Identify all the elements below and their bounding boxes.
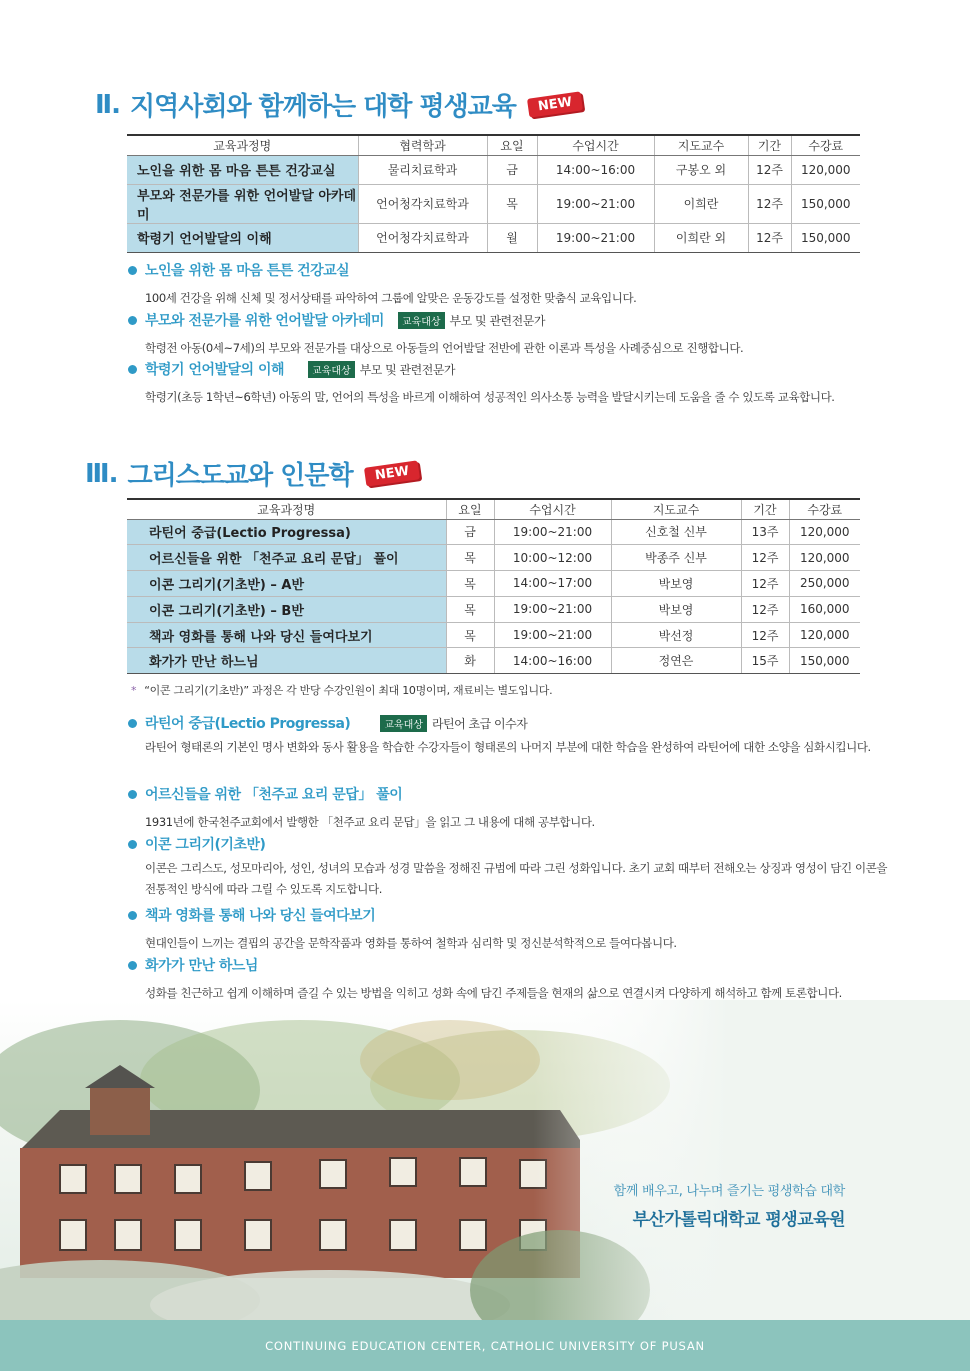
course-name: 이콘 그리기(기초반) – B반 [127,596,446,622]
duration: 12주 [741,622,789,648]
course-description [128,784,888,833]
duration: 12주 [741,545,789,571]
course-description-body: 학령기(초등 1학년~6학년) 아동의 말, 언어의 특성을 바르게 이해하여 성공적인 의사소통 능력을 발달시키는데 도움을 줄 수 있도록 교육합니다. [145,390,835,404]
course-description-body: 1931년에 한국천주교회에서 발행한 「천주교 요리 문답」을 읽고 그 내용에 대해 공부합니다. [145,815,595,829]
day: 목 [446,545,494,571]
fee: 120,000 [789,545,860,571]
course-description [128,310,888,359]
instructor: 이희란 [654,184,748,223]
bullet-icon [128,790,137,799]
table-row [127,223,860,252]
table-row [127,648,860,674]
bullet-icon [128,961,137,970]
instructor: 박종주 신부 [611,545,741,571]
duration: 12주 [748,184,791,223]
course-name: 노인을 위한 몸 마음 튼튼 건강교실 [127,155,358,184]
table-header: 요일 [446,499,494,519]
footnote-text: “이콘 그리기(기초반)” 과정은 각 반당 수강인원이 최대 10명이며, 재료비는 별도입니다. [144,684,553,697]
course-description-title: 부모와 전문가를 위한 언어발달 아카데미 [145,313,384,329]
bullet-icon [128,719,137,728]
day: 목 [446,622,494,648]
table-row [127,545,860,571]
new-badge: NEW [364,460,420,486]
bullet-icon [128,840,137,849]
class-time: 19:00~21:00 [537,184,654,223]
table-header: 수업시간 [494,499,611,519]
department: 언어청각치료학과 [358,184,487,223]
fee: 250,000 [789,571,860,597]
day: 금 [446,519,494,545]
course-description-body: 현대인들이 느끼는 결핍의 공간을 문학작품과 영화를 통하여 철학과 심리학 및 정신분석학적으로 들여다봅니다. [145,936,677,950]
target-tag: 교육대상 [380,715,427,732]
day: 화 [446,648,494,674]
course-description-title: 노인을 위한 몸 마음 튼튼 건강교실 [145,263,350,279]
duration: 12주 [741,596,789,622]
class-time: 14:00~17:00 [494,571,611,597]
table-header: 요일 [487,135,537,155]
department: 언어청각치료학과 [358,223,487,252]
duration: 12주 [748,223,791,252]
footer-bar [0,1320,970,1371]
duration: 12주 [748,155,791,184]
class-time: 19:00~21:00 [494,622,611,648]
fee: 150,000 [791,223,860,252]
course-name: 부모와 전문가를 위한 언어발달 아카데미 [127,184,358,223]
day: 목 [446,571,494,597]
section2-course-table [127,134,860,253]
course-name: 라틴어 중급(Lectio Progressa) [127,519,446,545]
institution-name: 부산가톨릭대학교 평생교육원 [632,1210,845,1230]
day: 목 [487,184,537,223]
course-description [128,260,888,309]
duration: 15주 [741,648,789,674]
slogan-subtitle: 함께 배우고, 나누며 즐기는 평생학습 대학 [613,1184,845,1199]
table-header: 수강료 [789,499,860,519]
course-description [128,713,888,758]
course-name: 이콘 그리기(기초반) – A반 [127,571,446,597]
asterisk-icon: * [131,684,137,697]
instructor: 이희란 외 [654,223,748,252]
course-description [128,359,888,408]
class-time: 19:00~21:00 [537,223,654,252]
table-header: 기간 [748,135,791,155]
course-name: 어르신들을 위한 「천주교 요리 문답」 풀이 [127,545,446,571]
class-time: 14:00~16:00 [537,155,654,184]
day: 월 [487,223,537,252]
course-description-title: 라틴어 중급(Lectio Progressa) [145,716,351,732]
table-row [127,596,860,622]
bullet-icon [128,266,137,275]
section3-heading: 그리스도교와 인문학 [127,461,353,491]
table-header: 교육과정명 [127,135,358,155]
table-footnote [131,682,552,698]
fee: 160,000 [789,596,860,622]
instructor: 구봉오 외 [654,155,748,184]
duration: 12주 [741,571,789,597]
course-description-body: 100세 건강을 위해 신체 및 정서상태를 파악하여 그룹에 알맞은 운동강도를 설정한 맞춤식 교육입니다. [145,291,637,305]
instructor: 정연은 [611,648,741,674]
table-row [127,571,860,597]
class-time: 19:00~21:00 [494,519,611,545]
fee: 120,000 [789,622,860,648]
instructor: 박보영 [611,596,741,622]
instructor: 박보영 [611,571,741,597]
table-header: 기간 [741,499,789,519]
course-description-title: 책과 영화를 통해 나와 당신 들여다보기 [145,908,376,924]
table-header: 협력학과 [358,135,487,155]
table-row [127,155,860,184]
course-description [128,834,888,900]
course-name: 학령기 언어발달의 이해 [127,223,358,252]
section2-number: Ⅱ. [95,89,121,120]
target-tag: 교육대상 [398,312,445,329]
slogan [614,1180,845,1230]
section3-course-table [127,498,860,674]
fee: 150,000 [791,184,860,223]
course-description-title: 학령기 언어발달의 이해 [145,362,284,378]
course-description [128,905,888,954]
building-painting [0,1000,970,1320]
table-header: 교육과정명 [127,499,446,519]
day: 금 [487,155,537,184]
duration: 13주 [741,519,789,545]
table-header-row [127,499,860,519]
table-header: 수강료 [791,135,860,155]
footer-text: CONTINUING EDUCATION CENTER, CATHOLIC UNIVERSITY OF PUSAN [265,1338,705,1353]
target-audience: 부모 및 관련전문가 [449,313,545,328]
class-time: 10:00~12:00 [494,545,611,571]
fee: 150,000 [789,648,860,674]
section2-title [95,86,582,123]
target-audience: 부모 및 관련전문가 [359,362,456,377]
course-description-body: 성화를 친근하고 쉽게 이해하며 즐길 수 있는 방법을 익히고 성화 속에 담긴 주제들을 현재의 삶으로 연결시켜 다양하게 해석하고 함께 토론합니다. [145,986,842,1000]
instructor: 박선정 [611,622,741,648]
department: 물리치료학과 [358,155,487,184]
campus-building-illustration [0,1000,970,1320]
course-name: 화가가 만난 하느님 [127,648,446,674]
class-time: 14:00~16:00 [494,648,611,674]
section2-heading: 지역사회와 함께하는 대학 평생교육 [130,92,516,122]
bullet-icon [128,911,137,920]
course-description-body: 이콘은 그리스도, 성모마리아, 성인, 성녀의 모습과 성경 말씀을 정해진 규범에 따라 그린 성화입니다. 초기 교회 때부터 전해오는 상징과 영성이 담긴 이콘을 전통적인 방식에 따라 그릴 수 있도록 지도합니다. [145,861,888,896]
table-header: 지도교수 [611,499,741,519]
bullet-icon [128,316,137,325]
course-description-body: 학령전 아동(0세~7세)의 부모와 전문가를 대상으로 아동들의 언어발달 전반에 관한 이론과 특성을 사례중심으로 진행합니다. [145,341,744,355]
class-time: 19:00~21:00 [494,596,611,622]
target-audience: 라틴어 초급 이수자 [431,716,528,731]
section3-number: Ⅲ. [85,458,118,489]
day: 목 [446,596,494,622]
table-row [127,519,860,545]
bullet-icon [128,365,137,374]
fee: 120,000 [789,519,860,545]
course-name: 책과 영화를 통해 나와 당신 들여다보기 [127,622,446,648]
section3-title [85,455,419,492]
fee: 120,000 [791,155,860,184]
course-description-body: 라틴어 형태론의 기본인 명사 변화와 동사 활용을 학습한 수강자들이 형태론의 나머지 부분에 대한 학습을 완성하여 라틴어에 대한 소양을 심화시킵니다. [145,740,871,754]
table-header: 지도교수 [654,135,748,155]
instructor: 신호철 신부 [611,519,741,545]
table-row [127,622,860,648]
new-badge: NEW [527,91,583,117]
course-description-title: 화가가 만난 하느님 [145,958,258,974]
course-description-title: 어르신들을 위한 「천주교 요리 문답」 풀이 [145,787,403,803]
target-tag: 교육대상 [308,361,355,378]
table-row [127,184,860,223]
table-header-row [127,135,860,155]
table-header: 수업시간 [537,135,654,155]
course-description [128,955,888,1004]
course-description-title: 이콘 그리기(기초반) [145,837,266,853]
